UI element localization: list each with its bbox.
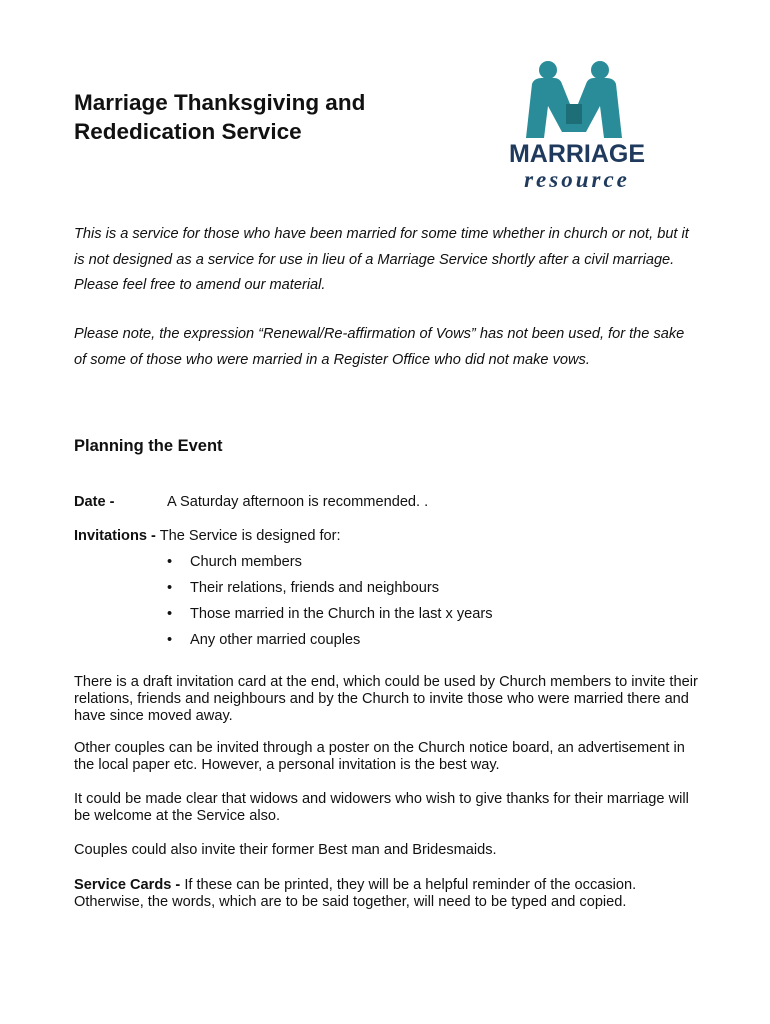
service-cards-text: If these can be printed, they will be a helpful reminder of the occasion. Otherwise, the words, which are to be said together, will need to be typed and copied. — [74, 877, 637, 910]
service-cards-dash: - — [171, 877, 185, 893]
service-cards-label: Service Cards — [74, 877, 172, 893]
logo-word-resource: resource — [524, 167, 630, 192]
marriage-resource-logo — [482, 56, 672, 192]
widows-paragraph: It could be made clear that widows and widowers who wish to give thanks for their marriage will be welcome at the Service also. — [74, 791, 689, 824]
list-item: • Those married in the Church in the last x years — [167, 606, 493, 622]
invitations-row — [74, 527, 341, 545]
list-item: • Their relations, friends and neighbours — [167, 580, 440, 596]
list-item: • Any other married couples — [167, 632, 361, 648]
section-heading: Planning the Event — [74, 437, 223, 455]
date-value: A Saturday afternoon is recommended. . — [167, 494, 429, 510]
draft-card-paragraph: There is a draft invitation card at the end, which could be used by Church members to invite their relations, friends and neighbours and by the Church to invite those who were married there and have since moved away. — [74, 674, 698, 724]
bullet-icon: • — [167, 632, 173, 648]
date-label: Date - — [74, 494, 115, 510]
invitations-value: The Service is designed for: — [159, 528, 341, 544]
logo-word-marriage: MARRIAGE — [508, 140, 646, 168]
invitations-label: Invitations - — [74, 528, 156, 544]
bullet-icon: • — [167, 554, 173, 570]
document-title: Marriage Thanksgiving and Rededication Service — [74, 90, 366, 144]
other-couples-paragraph: Other couples can be invited through a poster on the Church notice board, an advertisement in the local paper etc. However, a personal invitation is the best way. — [74, 740, 685, 773]
bullet-icon: • — [167, 580, 173, 596]
date-row — [74, 493, 429, 511]
best-man-paragraph: Couples could also invite their former Best man and Bridesmaids. — [74, 842, 497, 858]
service-cards-paragraph — [74, 877, 699, 911]
bullet-icon: • — [167, 606, 173, 622]
intro-paragraph-2: Please note, the expression “Renewal/Re-affirmation of Vows” has not been used, for the sake of some of those who were married in a Register Office who did not make vows. — [74, 326, 685, 368]
intro-paragraph-1: This is a service for those who have been married for some time whether in church or not, but it is not designed as a service for use in lieu of a Marriage Service shortly after a civil marriage. Please feel free to amend our material. — [74, 226, 689, 293]
invitations-list — [167, 553, 493, 657]
list-item: • Church members — [167, 554, 302, 570]
